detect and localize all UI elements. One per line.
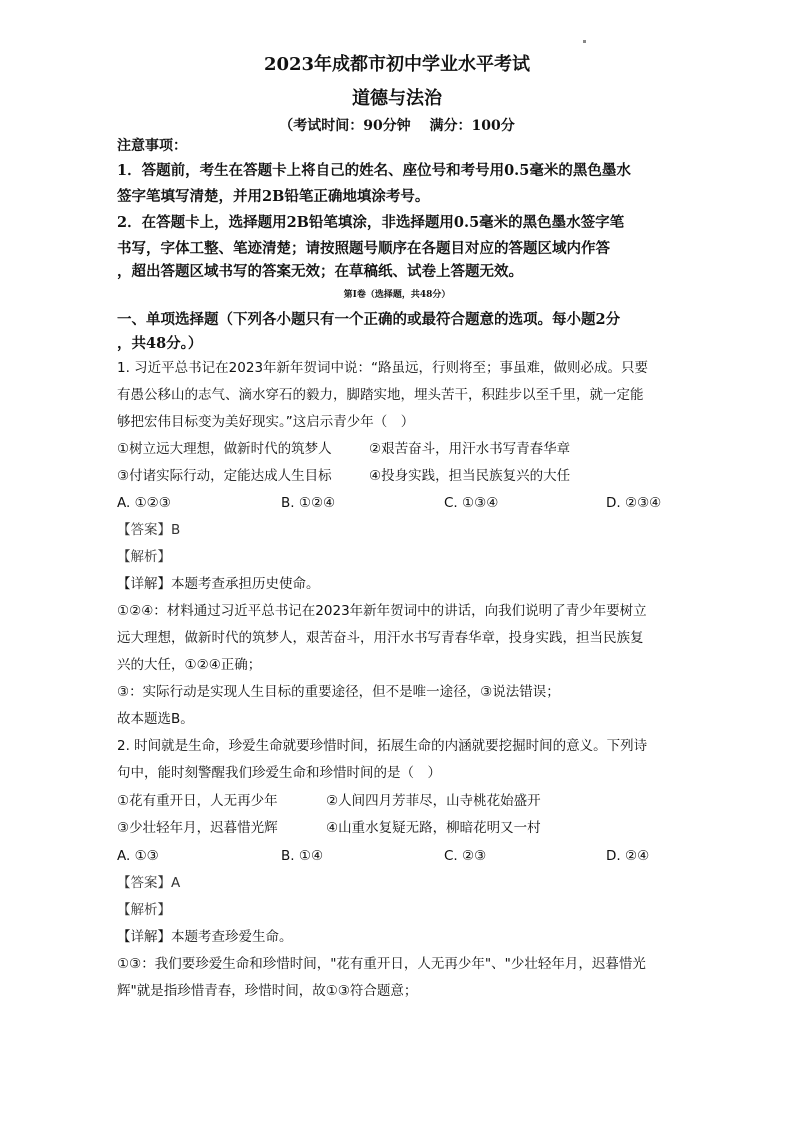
q2-detail: 【详解】本题考查珍爱生命。 bbox=[117, 929, 293, 945]
subject-title: 道德与法治 bbox=[352, 88, 442, 109]
q1-stem-line: 有愚公移山的志气、滴水穿石的毅力，脚踏实地，埋头苦干，积跬步以至千里，就一定能 bbox=[117, 387, 644, 403]
q2-choice-a: A. ①③ bbox=[117, 848, 159, 864]
q1-stem-line: 1. 习近平总书记在2023年新年贺词中说：“路虽远，行则将至；事虽难，做则必成。只要 bbox=[117, 360, 649, 376]
exam-title: 2023年成都市初中学业水平考试 bbox=[263, 54, 531, 75]
q1-choice-c: C. ①③④ bbox=[444, 495, 499, 511]
q1-analysis-tag: 【解析】 bbox=[117, 549, 171, 565]
q2-explanation-line: ①③：我们要珍爱生命和珍惜时间，"花有重开日，人无再少年"、"少壮轻年月，迟暮惜光 bbox=[117, 956, 646, 972]
q1-explanation-line: ①②④：材料通过习近平总书记在2023年新年贺词中的讲话，向我们说明了青少年要树立 bbox=[117, 603, 647, 619]
q1-choice-b: B. ①②④ bbox=[281, 495, 336, 511]
q1-choice-d: D. ②③④ bbox=[606, 495, 662, 511]
q1-answer: 【答案】B bbox=[117, 522, 181, 538]
q1-stem-line: 够把宏伟目标变为美好现实。”这启示青少年（ ） bbox=[117, 414, 415, 430]
notice-line: ，超出答题区域书写的答案无效；在草稿纸、试卷上答题无效。 bbox=[117, 263, 523, 280]
notice-line: 2．在答题卡上，选择题用2B铅笔填涂，非选择题用0.5毫米的黑色墨水签字笔 bbox=[117, 214, 625, 231]
notice-line: 书写，字体工整、笔迹清楚；请按照题号顺序在各题目对应的答题区域内作答 bbox=[117, 240, 610, 257]
scan-dot bbox=[583, 40, 586, 43]
notice-heading: 注意事项： bbox=[117, 138, 187, 154]
q1-detail: 【详解】本题考查承担历史使命。 bbox=[117, 576, 320, 592]
q2-choice-d: D. ②④ bbox=[606, 848, 650, 864]
q1-explanation-line: ③：实际行动是实现人生目标的重要途径，但不是唯一途径，③说法错误； bbox=[117, 684, 560, 700]
q2-analysis-tag: 【解析】 bbox=[117, 902, 171, 918]
q1-statement: ③付诸实际行动，定能达成人生目标 bbox=[117, 468, 332, 484]
notice-line: 1．答题前，考生在答题卡上将自己的姓名、座位号和考号用0.5毫米的黑色墨水 bbox=[117, 162, 631, 179]
q1-statement: ④投身实践，担当民族复兴的大任 bbox=[369, 468, 571, 484]
q1-statement: ②艰苦奋斗，用汗水书写青春华章 bbox=[369, 441, 571, 457]
exam-info: （考试时间：90分钟 满分：100分 bbox=[279, 118, 515, 134]
q2-statement: ④山重水复疑无路，柳暗花明又一村 bbox=[326, 820, 541, 836]
q1-explanation-line: 兴的大任，①②④正确； bbox=[117, 657, 262, 673]
q1-choice-a: A. ①②③ bbox=[117, 495, 171, 511]
q2-explanation-line: 辉"就是指珍惜青春，珍惜时间，故①③符合题意； bbox=[117, 983, 418, 999]
notice-line: 签字笔填写清楚，并用2B铅笔正确地填涂考号。 bbox=[117, 188, 430, 205]
section-title: 第Ⅰ卷（选择题，共48分） bbox=[343, 290, 451, 300]
q2-choice-c: C. ②③ bbox=[444, 848, 487, 864]
q2-choice-b: B. ①④ bbox=[281, 848, 324, 864]
section-instruction: 一、单项选择题（下列各小题只有一个正确的或最符合题意的选项。每小题2分 bbox=[117, 311, 621, 328]
q2-statement: ③少壮轻年月，迟暮惜光辉 bbox=[117, 820, 278, 836]
section-instruction: ，共48分。） bbox=[117, 335, 203, 352]
q2-statement: ①花有重开日，人无再少年 bbox=[117, 793, 278, 809]
q1-statement: ①树立远大理想，做新时代的筑梦人 bbox=[117, 441, 332, 457]
q2-stem-line: 2. 时间就是生命，珍爱生命就要珍惜时间，拓展生命的内涵就要挖掘时间的意义。下列诗 bbox=[117, 738, 648, 754]
q1-explanation-line: 故本题选B。 bbox=[117, 711, 194, 727]
q1-explanation-line: 远大理想，做新时代的筑梦人，艰苦奋斗，用汗水书写青春华章，投身实践，担当民族复 bbox=[117, 630, 644, 646]
q2-statement: ②人间四月芳菲尽，山寺桃花始盛开 bbox=[326, 793, 541, 809]
q2-stem-line: 句中，能时刻警醒我们珍爱生命和珍惜时间的是（ ） bbox=[117, 765, 441, 781]
q2-answer: 【答案】A bbox=[117, 875, 181, 891]
